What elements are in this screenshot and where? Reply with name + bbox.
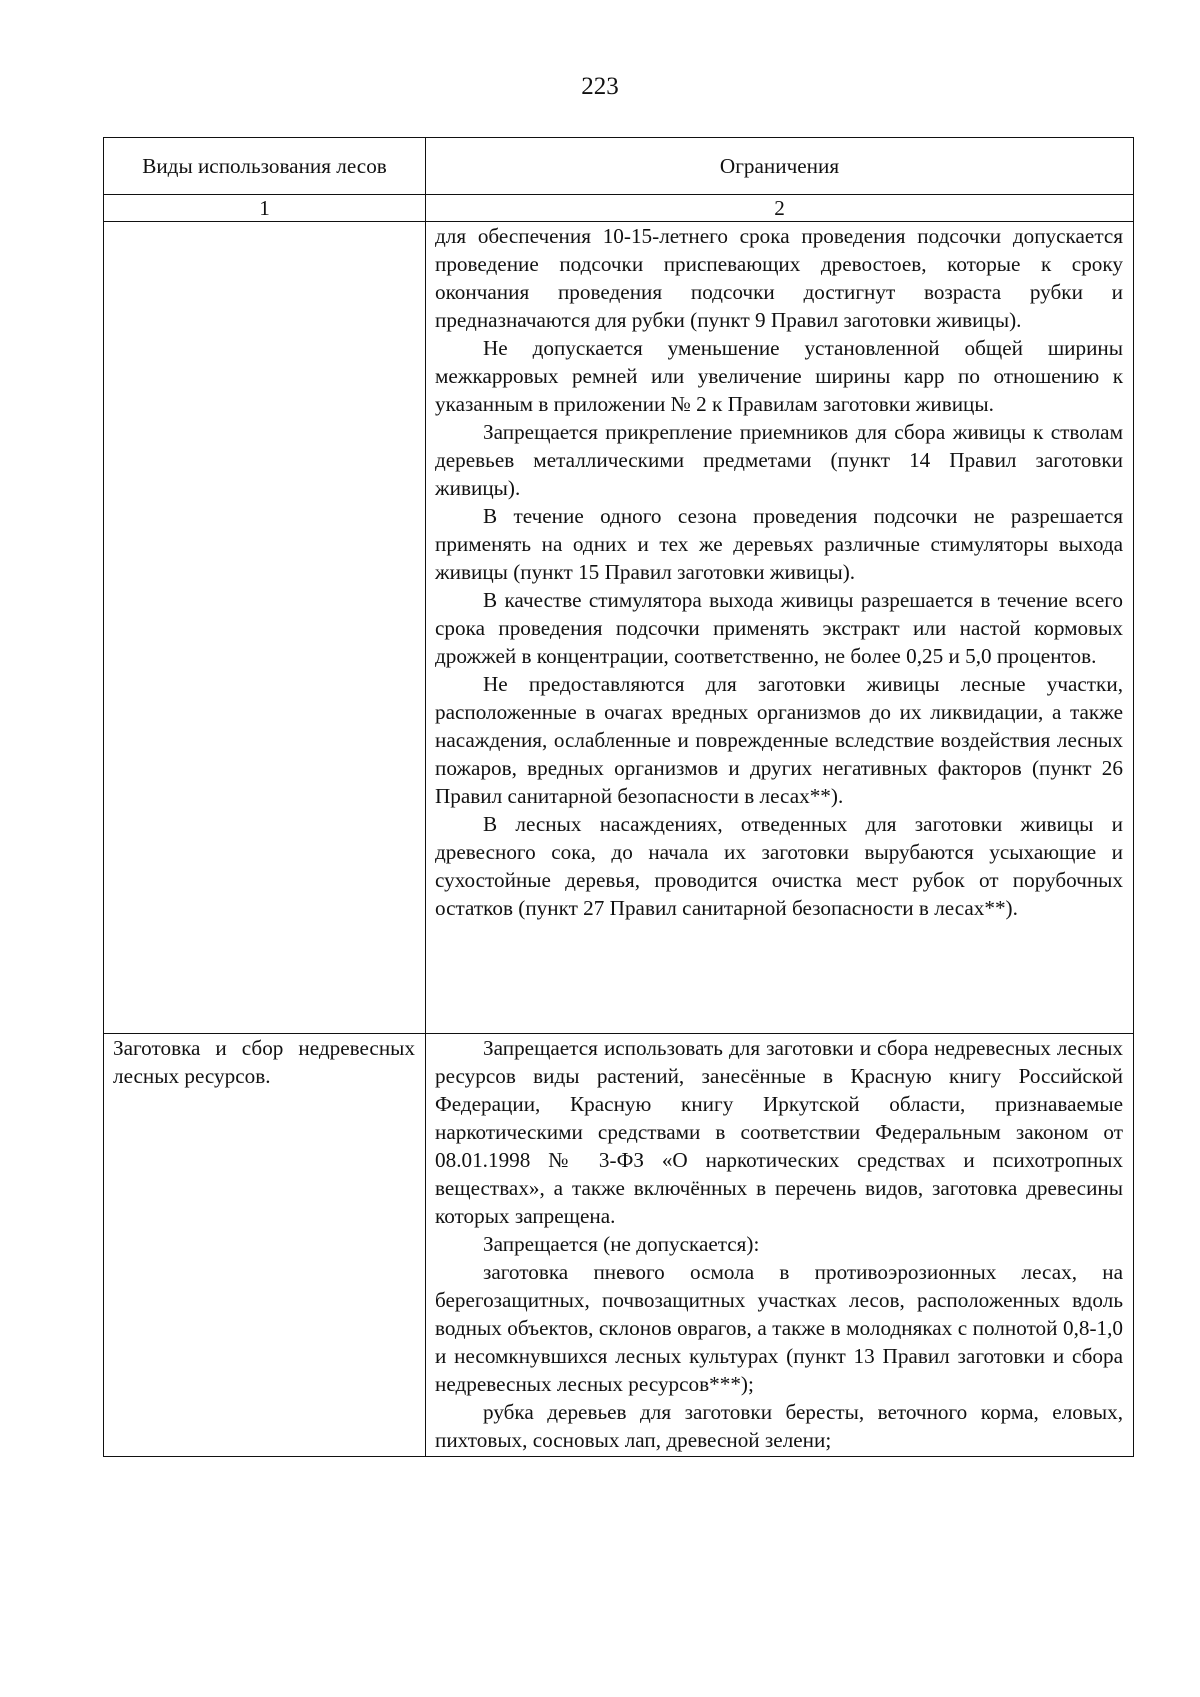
forest-use-type: Заготовка и сбор недревесных лесных ресурсов. — [113, 1036, 415, 1088]
restrictions-cell — [426, 222, 1134, 1034]
table-header-row — [104, 138, 1134, 195]
table-column-number-row — [104, 195, 1134, 222]
column-number-2: 2 — [426, 195, 1134, 222]
restriction-paragraph: Не допускается уменьшение установленной общей ширины межкарровых ремней или увеличение ширины карр по отношению к указанным в приложении № 2 к Правилам заготовки живицы. — [435, 336, 1123, 416]
restriction-paragraph: Не предоставляются для заготовки живицы лесные участки, расположенные в очагах вредных организмов до их ликвидации, а также насаждения, ослабленные и поврежденные вследствие воздействия лесных пожаров, вредных организмов и других негативных факторов (пункт 26 Правил санитарной безопасности в лесах**). — [435, 672, 1123, 808]
restriction-paragraph: В лесных насаждениях, отведенных для заготовки живицы и древесного сока, до начала их заготовки вырубаются усыхающие и сухостойные деревья, проводится очистка мест рубок от порубочных остатков (пункт 27 Правил санитарной безопасности в лесах**). — [435, 812, 1123, 920]
restriction-paragraph: заготовка пневого осмола в противоэрозионных лесах, на берегозащитных, почвозащитных участках лесов, расположенных вдоль водных объектов, склонов оврагов, а также в молодняках с полнотой 0,8-1,0 и несомкнувшихся лесных культурах (пункт 13 Правил заготовки и сбора недревесных лесных ресурсов***); — [435, 1260, 1123, 1396]
restriction-paragraph: рубка деревьев для заготовки бересты, веточного корма, еловых, пихтовых, сосновых лап, древесной зелени; — [435, 1400, 1123, 1452]
forest-use-type-cell — [104, 1034, 426, 1457]
restriction-paragraph: В качестве стимулятора выхода живицы разрешается в течение всего срока проведения подсочки применять экстракт или настой кормовых дрожжей в концентрации, соответственно, не более 0,25 и 5,0 процентов. — [435, 588, 1123, 668]
page-number: 223 — [581, 73, 619, 100]
header-restrictions: Ограничения — [426, 138, 1134, 195]
table-row — [104, 222, 1134, 1034]
forest-use-type-cell — [104, 222, 426, 1034]
restriction-paragraph: Запрещается (не допускается): — [483, 1232, 760, 1256]
table-row — [104, 1034, 1134, 1457]
restriction-paragraph: для обеспечения 10-15-летнего срока проведения подсочки допускается проведение подсочки приспевающих древостоев, которые к сроку окончания проведения подсочки достигнут возраста рубки и предназначаются для рубки (пункт 9 Правил заготовки живицы). — [435, 224, 1123, 332]
column-number-1: 1 — [104, 195, 426, 222]
restriction-paragraph: В течение одного сезона проведения подсочки не разрешается применять на одних и тех же деревьях различные стимуляторы выхода живицы (пункт 15 Правил заготовки живицы). — [435, 504, 1123, 584]
header-forest-use-types: Виды использования лесов — [104, 138, 426, 195]
restrictions-table — [103, 137, 1134, 1457]
restrictions-cell — [426, 1034, 1134, 1457]
restriction-paragraph: Запрещается прикрепление приемников для сбора живицы к стволам деревьев металлическими предметами (пункт 14 Правил заготовки живицы). — [435, 420, 1123, 500]
restriction-paragraph: Запрещается использовать для заготовки и сбора недревесных лесных ресурсов виды растений, занесённые в Красную книгу Российской Федерации, Красную книгу Иркутской области, признаваемые наркотическими средствами в соответствии Федеральным законом от 08.01.1998 № 3-ФЗ «О наркотических средствах и психотропных веществах», а также включённых в перечень видов, заготовка древесины которых запрещена. — [435, 1036, 1123, 1228]
